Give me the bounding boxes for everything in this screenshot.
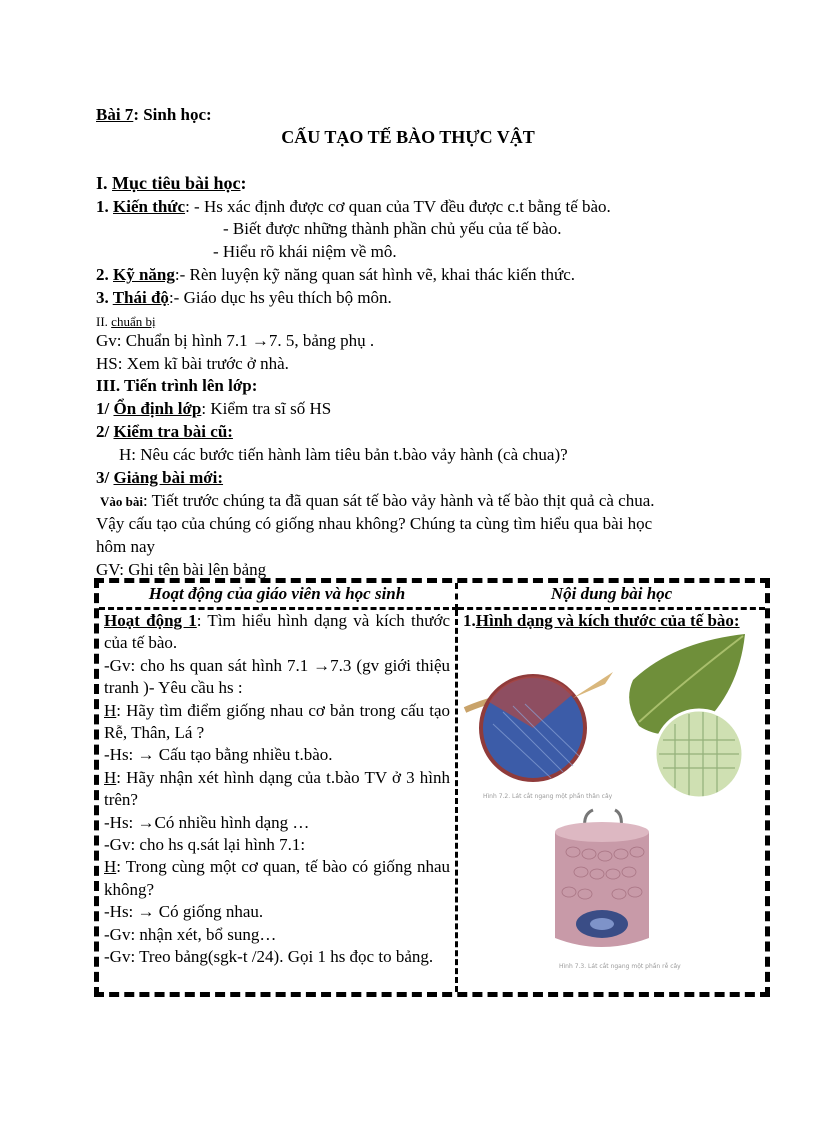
skill-num: 2. [96, 265, 113, 284]
intro-line-3: hôm nay [96, 537, 156, 556]
table-line-text: Hãy nhận xét hình dạng của t.bào TV ở 3 hình trên? [104, 767, 451, 810]
attitude-text: :- Giáo dục hs yêu thích bộ môn. [168, 288, 392, 307]
plant-cell-figures [463, 632, 759, 972]
prep-hs: HS: Xem kĩ bài trước ở nhà. [96, 354, 289, 373]
table-header-content: Nội dung bài học [458, 583, 765, 610]
lesson-header [96, 104, 212, 126]
figure-caption-1: Hình 7.2. Lát cắt ngang một phần thân cây [483, 793, 613, 801]
gv-note: GV: Ghi tên bài lên bảng [96, 560, 267, 579]
step3-line [96, 467, 223, 489]
content-heading [463, 610, 760, 632]
step2-key: Kiểm tra bài cũ: [113, 422, 233, 441]
content-heading-num: 1. [463, 611, 476, 630]
leaf-image [629, 634, 745, 798]
intro-line-2: Vậy cấu tạo của chúng có giống nhau không? Chúng ta cùng tìm hiểu qua bài học [96, 514, 653, 533]
section1-heading-text: Mục tiêu bài học [112, 173, 241, 193]
step1-num: 1/ [96, 399, 114, 418]
attitude-key: Thái độ [112, 288, 169, 307]
table-line: -Hs: → Có giống nhau. [104, 902, 264, 922]
knowledge-num: 1. [96, 197, 113, 216]
intro-text-1: : Tiết trước chúng ta đã quan sát tế bào vảy hành và tế bào thịt quả cà chua. [142, 491, 655, 510]
step3-key: Giảng bài mới: [113, 468, 224, 487]
attitude-line [96, 287, 392, 309]
review-question: H: Nêu các bước tiến hành làm tiêu bản t.bào vảy hành (cà chua)? [119, 445, 568, 464]
knowledge-item-3: - Hiểu rõ khái niệm về mô. [213, 242, 397, 261]
section1-heading-colon: : [240, 173, 247, 193]
h-label: H [104, 700, 117, 720]
table-line: -Hs: →Có nhiều hình dạng … [104, 812, 310, 832]
table-line: -Hs: → Cấu tạo bằng nhiều t.bào. [104, 745, 333, 765]
step2-line [96, 421, 233, 443]
page-title: CẤU TẠO TẾ BÀO THỰC VẬT [281, 127, 535, 147]
section1-heading-num: I. [96, 173, 113, 193]
step3-num: 3/ [96, 468, 114, 487]
knowledge-line [96, 196, 611, 218]
lesson-label: Bài 7 [96, 105, 134, 124]
table-line-text: Hãy tìm điểm giống nhau cơ bản trong cấu tạo Rễ, Thân, Lá ? [104, 700, 451, 743]
knowledge-item-1: : - Hs xác định được cơ quan của TV đều được c.t bằng tế bào. [185, 197, 611, 216]
knowledge-key: Kiến thức [113, 197, 186, 216]
table-line: -Gv: nhận xét, bổ sung… [104, 924, 277, 944]
activity-key: Hoạt động 1 [104, 611, 197, 630]
lesson-subject: : Sinh học: [133, 105, 212, 124]
section2-heading-text: chuẩn bị [111, 314, 156, 329]
step1-line [96, 398, 331, 420]
skill-text: :- Rèn luyện kỹ năng quan sát hình vẽ, khai thác kiến thức. [174, 265, 576, 284]
step2-num: 2/ [96, 422, 114, 441]
prep-gv: Gv: Chuẩn bị hình 7.1 →7. 5, bảng phụ . [96, 331, 375, 350]
activity-title [104, 610, 450, 655]
content-column [458, 610, 765, 992]
lesson-table [94, 578, 770, 997]
section2-prefix: II. [96, 314, 112, 329]
step1-text: : Kiểm tra sĩ số HS [201, 399, 332, 418]
root-section-image [555, 810, 681, 970]
table-line: -Gv: Treo bảng(sgk-t /24). Gọi 1 hs đọc to bảng. [104, 947, 434, 967]
intro-label: Vào bài [100, 494, 143, 509]
figures-area [463, 632, 760, 992]
intro-line-1 [100, 490, 655, 513]
activity-column [99, 610, 458, 992]
table-line-text: Trong cùng một cơ quan, tế bào có giống nhau không? [104, 857, 451, 899]
skill-key: Kỹ năng [113, 265, 175, 284]
step1-key: Ổn định lớp [113, 399, 202, 418]
table-header-activity: Hoạt động của giáo viên và học sinh [99, 583, 458, 610]
figure-caption-2: Hình 7.3. Lát cắt ngang một phần rễ cây [559, 963, 681, 971]
table-line: H: Trong cùng một cơ quan, tế bào có giống nhau không? [104, 857, 451, 899]
section1-heading [96, 172, 247, 194]
table-line: -Gv: cho hs quan sát hình 7.1 →7.3 (gv giới thiệu tranh )- Yêu cầu hs : [104, 655, 451, 698]
table-line: -Gv: cho hs q.sát lại hình 7.1: [104, 835, 306, 855]
skill-line [96, 264, 575, 286]
h-label: H [104, 767, 117, 787]
table-line: H: Hãy tìm điểm giống nhau cơ bản trong cấu tạo Rễ, Thân, Lá ? [104, 700, 451, 743]
stem-section-image [465, 672, 613, 800]
content-heading-text: Hình dạng và kích thước của tế bào: [475, 611, 740, 630]
attitude-num: 3. [96, 288, 113, 307]
h-label: H [104, 857, 117, 877]
knowledge-item-2: - Biết được những thành phần chủ yếu của tế bào. [223, 219, 562, 238]
activity-text: : Tìm hiểu hình dạng và kích thước của tế bào. [104, 611, 451, 653]
table-line: H: Hãy nhận xét hình dạng của t.bào TV ở 3 hình trên? [104, 767, 451, 810]
section3-heading: III. Tiến trình lên lớp: [96, 376, 258, 395]
